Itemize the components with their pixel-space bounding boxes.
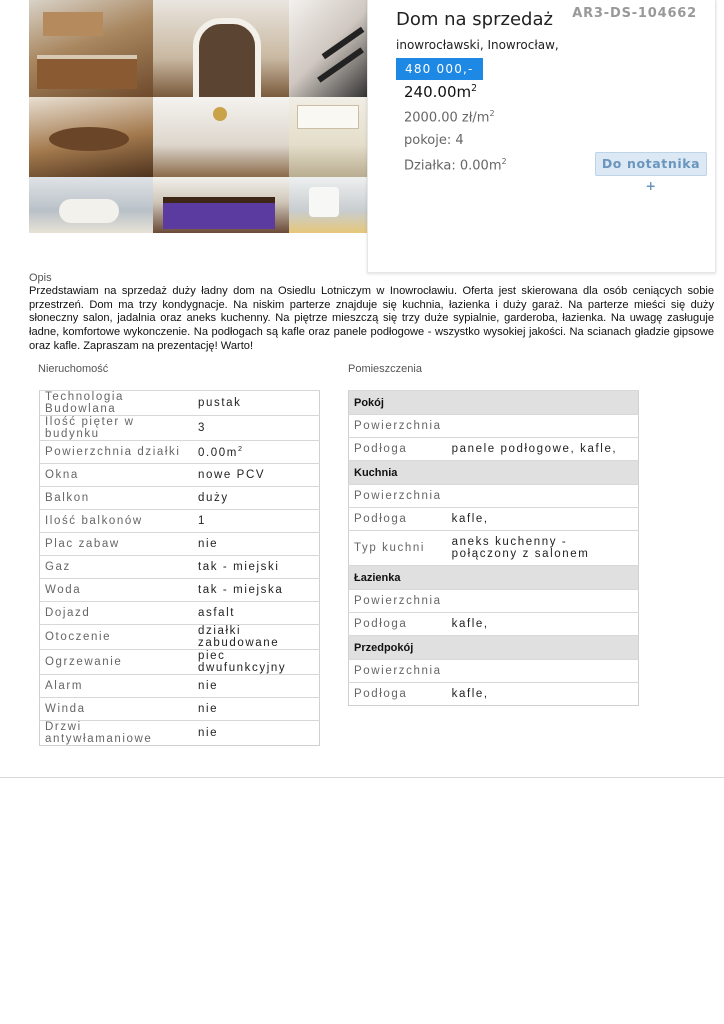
property-key: Alarm: [40, 675, 194, 698]
rooms-table: [348, 390, 639, 706]
price-badge: 480 000,-: [396, 58, 483, 80]
room-key: Powierzchnia: [349, 660, 447, 683]
room-key: Powierzchnia: [349, 590, 447, 613]
property-key: Plac zabaw: [40, 533, 194, 556]
listing-location: inowrocławski, Inowrocław,: [396, 38, 559, 52]
property-value: $0.00m^2$: [193, 441, 320, 464]
property-value: tak - miejska: [193, 579, 320, 602]
property-row: [40, 487, 320, 510]
photo-bath-detail[interactable]: [289, 177, 367, 233]
room-name: Łazienka: [349, 566, 639, 590]
property-row: [40, 416, 320, 441]
listing-summary: [367, 0, 716, 273]
room-row: [349, 485, 639, 508]
property-key: Balkon: [40, 487, 194, 510]
property-value: nie: [193, 721, 320, 746]
property-key: Ogrzewanie: [40, 650, 194, 675]
add-to-notebook-button[interactable]: Do notatnika +: [595, 152, 707, 176]
room-name: Kuchnia: [349, 461, 639, 485]
description-label: Opis: [29, 272, 52, 284]
room-group-header: [349, 566, 639, 590]
photo-dining[interactable]: [29, 97, 153, 177]
property-value: nie: [193, 533, 320, 556]
room-value: kafle,: [447, 613, 639, 636]
property-row: [40, 556, 320, 579]
property-key: Technologia Budowlana: [40, 391, 194, 416]
photo-bathroom[interactable]: [29, 177, 153, 233]
property-section-title: Nieruchomość: [38, 363, 109, 375]
photo-kitchen-white[interactable]: [289, 97, 367, 177]
room-group-header: [349, 391, 639, 415]
room-value: kafle,: [447, 508, 639, 531]
room-key: Podłoga: [349, 683, 447, 706]
property-key: Dojazd: [40, 602, 194, 625]
room-row: [349, 438, 639, 461]
room-key: Typ kuchni: [349, 531, 447, 566]
room-name: Przedpokój: [349, 636, 639, 660]
property-value: asfalt: [193, 602, 320, 625]
room-row: [349, 531, 639, 566]
property-value: piec dwufunkcyjny: [193, 650, 320, 675]
property-key: Gaz: [40, 556, 194, 579]
footer-divider: [0, 777, 724, 778]
description-text: Przedstawiam na sprzedaż duży ładny dom na Osiedlu Lotniczym w Inowrocławiu. Oferta jest skierowana dla osób ceniących sobie przestrzeń. Dom ma trzy kondygnacje. Na niskim parterze znajduje się kuchnia, łazienka i duży garaż. Na parterze mieści się duży słoneczny salon, jadalnia oraz aneks kuchenny. Na piętrze mieszczą się trzy duże sypialnie, garderoba, łazienka. Na uwagę zasługuje ładne, komfortowe wykonczenie. Na podłogach są kafle oraz panele podłogowe - wszystko wysokiej jakości. Na scianach gładzie gipsowe oraz kafle. Zapraszam na prezentację! Warto!: [29, 285, 714, 352]
room-row: [349, 508, 639, 531]
price-per-m2: 2000.00 $zł/m^2$: [404, 109, 495, 126]
property-key: Powierzchnia działki: [40, 441, 194, 464]
room-key: Podłoga: [349, 613, 447, 636]
room-key: Podłoga: [349, 438, 447, 461]
room-row: [349, 415, 639, 438]
property-key: Drzwi antywłamaniowe: [40, 721, 194, 746]
room-key: Podłoga: [349, 508, 447, 531]
room-value: [447, 485, 639, 508]
room-value: kafle,: [447, 683, 639, 706]
photo-bedroom-lamp[interactable]: [153, 97, 289, 177]
property-row: [40, 625, 320, 650]
property-value: nowe PCV: [193, 464, 320, 487]
property-value: nie: [193, 698, 320, 721]
room-value: [447, 415, 639, 438]
room-row: [349, 613, 639, 636]
room-value: [447, 660, 639, 683]
property-value: działki zabudowane: [193, 625, 320, 650]
property-row: [40, 650, 320, 675]
property-row: [40, 510, 320, 533]
property-key: Ilość pięter w budynku: [40, 416, 194, 441]
property-key: Woda: [40, 579, 194, 602]
photo-collage[interactable]: [29, 0, 367, 233]
room-value: aneks kuchenny - połączony z salonem: [447, 531, 639, 566]
property-row: [40, 441, 320, 464]
photo-kitchen[interactable]: [29, 0, 153, 97]
property-row: [40, 533, 320, 556]
property-table: [39, 390, 320, 746]
listing-title: Dom na sprzedaż: [396, 9, 553, 30]
room-key: Powierzchnia: [349, 415, 447, 438]
property-key: Otoczenie: [40, 625, 194, 650]
plot-area: Działka: $0.00m^2$: [404, 157, 507, 174]
property-row: [40, 602, 320, 625]
property-key: Winda: [40, 698, 194, 721]
rooms-section-title: Pomieszczenia: [348, 363, 422, 375]
property-row: [40, 464, 320, 487]
property-value: pustak: [193, 391, 320, 416]
room-value: panele podłogowe, kafle,: [447, 438, 639, 461]
room-row: [349, 683, 639, 706]
property-value: nie: [193, 675, 320, 698]
room-name: Pokój: [349, 391, 639, 415]
room-key: Powierzchnia: [349, 485, 447, 508]
property-key: Okna: [40, 464, 194, 487]
photo-stairs[interactable]: [289, 0, 367, 97]
room-row: [349, 590, 639, 613]
property-row: [40, 391, 320, 416]
listing-reference: AR3-DS-104662: [572, 6, 697, 21]
room-group-header: [349, 636, 639, 660]
room-group-header: [349, 461, 639, 485]
property-value: duży: [193, 487, 320, 510]
property-row: [40, 675, 320, 698]
room-row: [349, 660, 639, 683]
room-value: [447, 590, 639, 613]
property-value: 3: [193, 416, 320, 441]
listing-area: $240.00m^2$: [404, 83, 478, 101]
photo-bedroom[interactable]: [153, 177, 289, 233]
property-row: [40, 721, 320, 746]
property-key: Ilość balkonów: [40, 510, 194, 533]
property-row: [40, 579, 320, 602]
rooms-count: pokoje: 4: [404, 133, 464, 148]
property-value: 1: [193, 510, 320, 533]
photo-living-arch[interactable]: [153, 0, 289, 97]
property-value: tak - miejski: [193, 556, 320, 579]
property-row: [40, 698, 320, 721]
